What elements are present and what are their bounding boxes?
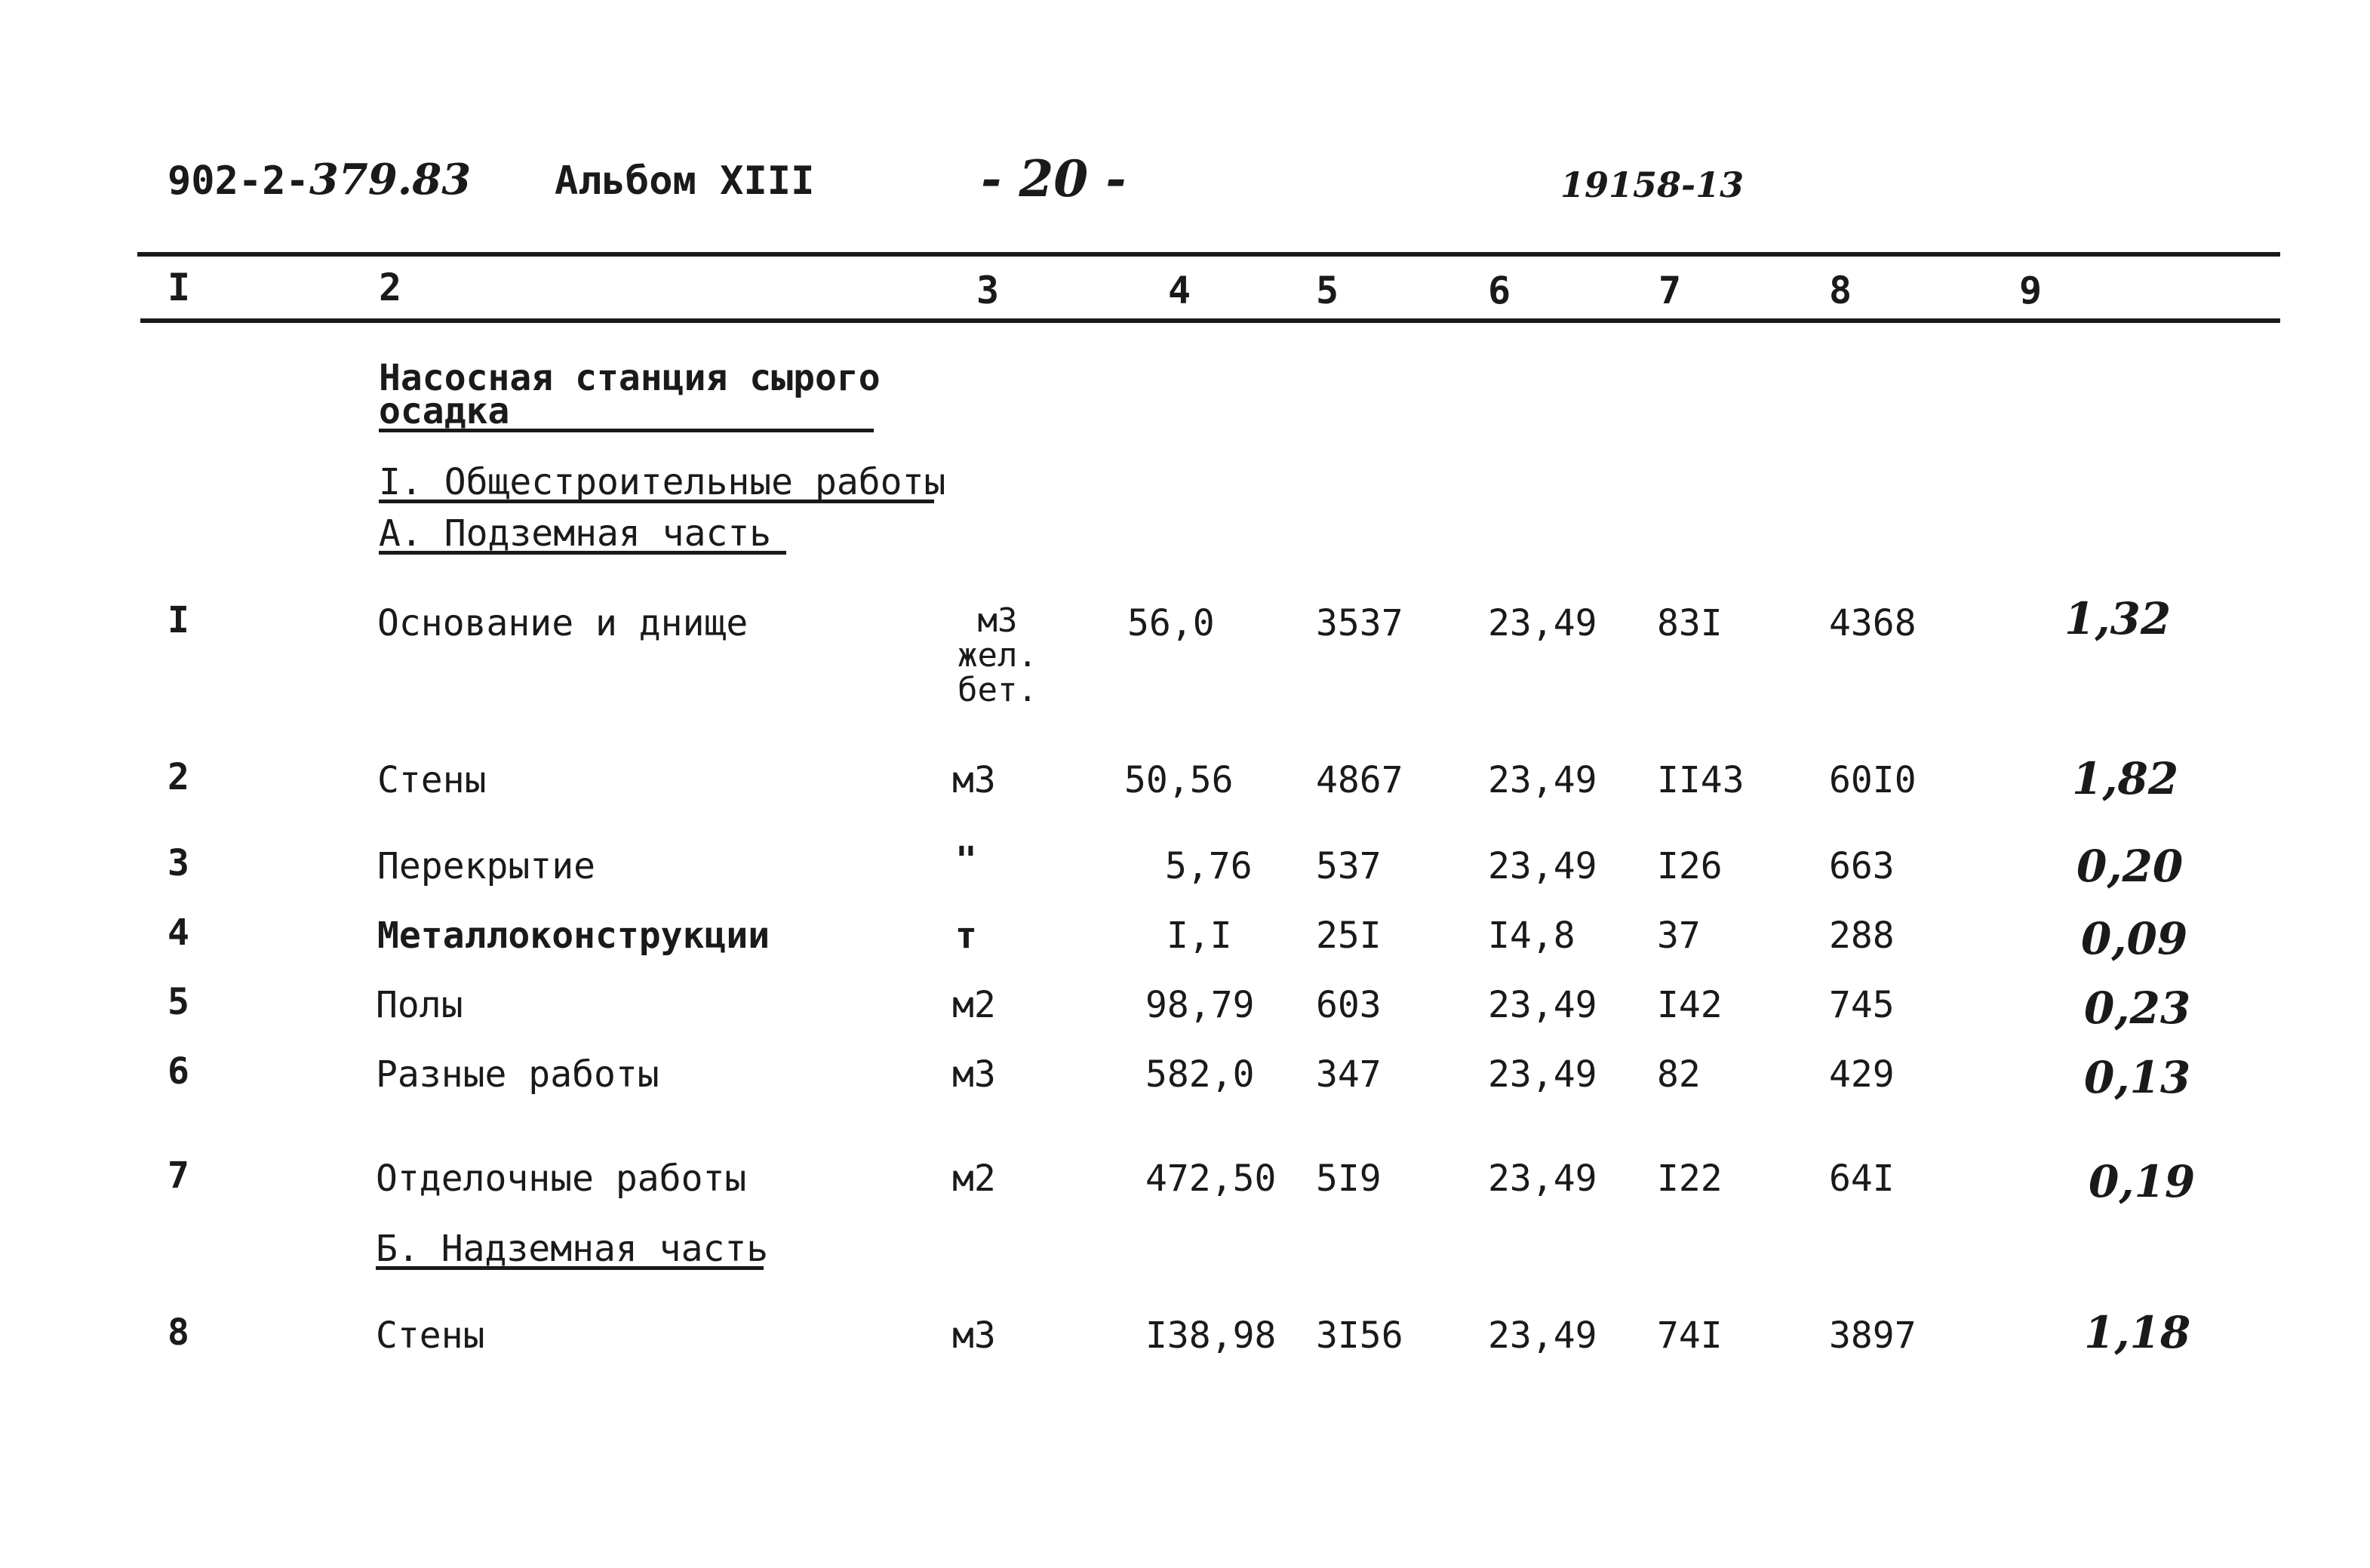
col-header-3: 3 xyxy=(976,269,1000,312)
row-5-number: 5 xyxy=(168,981,189,1023)
row-3-col5: 537 xyxy=(1316,845,1382,887)
row-6-unit: м3 xyxy=(952,1053,996,1096)
row-4-name: Металлоконструкции xyxy=(377,915,770,957)
row-2-col9: 1,82 xyxy=(2072,753,2179,804)
subsection-aboveground-text: Б. Надземная часть xyxy=(376,1228,769,1270)
row-7-col7: I22 xyxy=(1657,1158,1723,1200)
row-2-quantity: 50,56 xyxy=(1124,759,1234,801)
row-3-unit: " xyxy=(955,839,977,881)
row-7-col6: 23,49 xyxy=(1488,1158,1597,1200)
row-3-col8: 663 xyxy=(1829,845,1895,887)
top-rule xyxy=(137,252,2280,257)
row-1-unit-line1: м3 xyxy=(977,601,1018,640)
subsection-underground xyxy=(379,512,786,555)
row-4-col8: 288 xyxy=(1829,915,1895,957)
col-header-4: 4 xyxy=(1168,269,1191,312)
row-4-number: 4 xyxy=(168,912,189,954)
section-title-line2 xyxy=(379,390,874,432)
row-7-unit: м2 xyxy=(952,1158,996,1200)
row-2-unit: м3 xyxy=(952,759,996,801)
row-8-col8: 3897 xyxy=(1829,1314,1917,1357)
subsection-general-works-text: I. Общестроительные работы xyxy=(379,461,946,503)
row-8-quantity: I38,98 xyxy=(1145,1314,1277,1357)
row-6-number: 6 xyxy=(168,1050,189,1093)
row-5-col5: 603 xyxy=(1316,984,1382,1026)
row-4-unit: т xyxy=(955,915,977,957)
row-6-col7: 82 xyxy=(1657,1053,1701,1096)
reference-number: 19158-13 xyxy=(1560,164,1744,205)
row-6-col5: 347 xyxy=(1316,1053,1382,1096)
row-4-quantity: I,I xyxy=(1167,915,1232,957)
row-1-col9: 1,32 xyxy=(2064,593,2172,644)
row-3-quantity: 5,76 xyxy=(1165,845,1253,887)
row-5-quantity: 98,79 xyxy=(1145,984,1255,1026)
row-4-col9: 0,09 xyxy=(2081,913,2188,964)
col-header-6: 6 xyxy=(1488,269,1511,312)
col-header-5: 5 xyxy=(1316,269,1339,312)
row-2-col7: II43 xyxy=(1657,759,1744,801)
row-1-quantity: 56,0 xyxy=(1127,602,1215,644)
row-1-col5: 3537 xyxy=(1316,602,1403,644)
row-7-col9: 0,19 xyxy=(2089,1156,2196,1207)
doc-code xyxy=(168,155,471,204)
row-5-name: Полы xyxy=(376,984,463,1026)
row-4-col6: I4,8 xyxy=(1488,915,1575,957)
row-7-col8: 64I xyxy=(1829,1158,1895,1200)
row-3-number: 3 xyxy=(168,842,189,884)
doc-code-print: 902-2- xyxy=(168,158,309,204)
row-1-unit-line3: бет. xyxy=(958,671,1037,709)
page-number: - 20 - xyxy=(981,149,1127,208)
row-5-col6: 23,49 xyxy=(1488,984,1597,1026)
row-8-col9: 1,18 xyxy=(2084,1307,2191,1358)
row-8-name: Стены xyxy=(376,1314,485,1357)
row-1-unit xyxy=(952,601,1043,709)
row-8-col5: 3I56 xyxy=(1316,1314,1403,1357)
row-6-col8: 429 xyxy=(1829,1053,1895,1096)
row-3-col6: 23,49 xyxy=(1488,845,1597,887)
row-7-name: Отделочные работы xyxy=(376,1158,747,1200)
header-rule xyxy=(140,318,2280,323)
col-header-2: 2 xyxy=(379,266,402,309)
col-header-8: 8 xyxy=(1829,269,1852,312)
row-2-number: 2 xyxy=(168,756,189,798)
row-5-col9: 0,23 xyxy=(2084,982,2191,1034)
row-3-col9: 0,20 xyxy=(2076,841,2184,892)
subsection-underground-text: А. Подземная часть xyxy=(379,512,772,555)
row-8-col7: 74I xyxy=(1657,1314,1723,1357)
row-2-name: Стены xyxy=(377,759,487,801)
row-7-quantity: 472,50 xyxy=(1145,1158,1277,1200)
row-3-name: Перекрытие xyxy=(377,845,595,887)
row-1-unit-line2: жел. xyxy=(958,636,1037,675)
row-1-name: Основание и днище xyxy=(377,602,749,644)
row-7-col5: 5I9 xyxy=(1316,1158,1382,1200)
subsection-general-works xyxy=(379,461,946,503)
row-2-col5: 4867 xyxy=(1316,759,1403,801)
row-2-col6: 23,49 xyxy=(1488,759,1597,801)
row-6-name: Разные работы xyxy=(376,1053,659,1096)
row-1-col8: 4368 xyxy=(1829,602,1917,644)
row-8-col6: 23,49 xyxy=(1488,1314,1597,1357)
col-header-1: I xyxy=(168,266,191,309)
row-5-col7: I42 xyxy=(1657,984,1723,1026)
row-5-col8: 745 xyxy=(1829,984,1895,1026)
row-2-col8: 60I0 xyxy=(1829,759,1917,801)
row-7-number: 7 xyxy=(168,1154,189,1197)
row-1-number: I xyxy=(168,599,189,641)
row-1-col7: 83I xyxy=(1657,602,1723,644)
row-8-unit: м3 xyxy=(952,1314,996,1357)
row-6-quantity: 582,0 xyxy=(1145,1053,1255,1096)
row-5-unit: м2 xyxy=(952,984,996,1026)
row-6-col9: 0,13 xyxy=(2084,1052,2191,1103)
row-6-col6: 23,49 xyxy=(1488,1053,1597,1096)
section-title-line1: Насосная станция сырого xyxy=(379,357,881,399)
row-1-col6: 23,49 xyxy=(1488,602,1597,644)
row-4-col5: 25I xyxy=(1316,915,1382,957)
album-label: Альбом XIII xyxy=(555,158,815,204)
section-title-line2-text: осадка xyxy=(379,390,510,432)
doc-code-hand: 379.83 xyxy=(309,155,472,204)
subsection-aboveground xyxy=(376,1228,769,1270)
row-4-col7: 37 xyxy=(1657,915,1701,957)
col-header-9: 9 xyxy=(2019,269,2043,312)
row-3-col7: I26 xyxy=(1657,845,1723,887)
row-8-number: 8 xyxy=(168,1311,189,1354)
col-header-7: 7 xyxy=(1658,269,1682,312)
